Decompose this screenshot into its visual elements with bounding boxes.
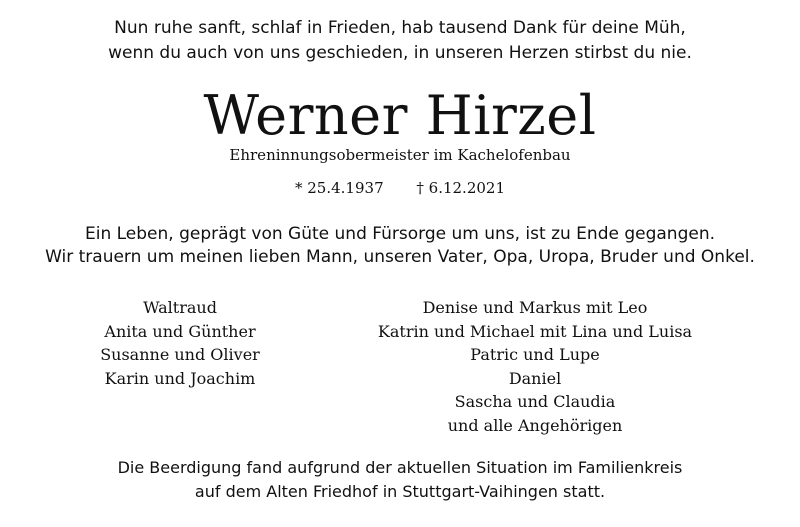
mourner-entry: Anita und Günther [104,321,256,341]
funeral-info-line-2: auf dem Alten Friedhof in Stuttgart-Vaihingen statt. [194,482,606,501]
mourners-right-column [345,296,725,437]
tribute-line-1: Ein Leben, geprägt von Güte und Fürsorge um uns, ist zu Ende gegangen. [84,224,716,244]
birth-date: * 25.4.1937 [295,179,384,197]
tribute-line-2: Wir trauern um meinen lieben Mann, unseren Vater, Opa, Uropa, Bruder und Onkel. [45,247,755,267]
mourner-entry: Daniel [508,368,562,388]
mourner-entry: Karin und Joachim [104,368,256,388]
death-date: † 6.12.2021 [416,179,505,197]
motto-line-2: wenn du auch von uns geschieden, in unseren Herzen stirbst du nie. [108,43,692,63]
motto-line-1: Nun ruhe sanft, schlaf in Frieden, hab tausend Dank für deine Müh, [114,18,686,38]
mourner-entry: Sascha und Claudia [454,392,616,411]
funeral-info-line-1: Die Beerdigung fand aufgrund der aktuellen Situation im Familienkreis [117,458,683,477]
mourner-entry: Susanne und Oliver [100,345,260,364]
deceased-name: Werner Hirzel [203,84,597,147]
life-dates [0,178,800,198]
mourner-entry: Katrin und Michael mit Lina und Luisa [377,321,693,341]
deceased-title: Ehreninnungsobermeister im Kachelofenbau [229,146,571,164]
mourner-entry: und alle Angehörigen [447,415,623,435]
mourners-left-column [70,296,290,390]
mourner-entry: Waltraud [143,298,217,317]
mourner-entry: Patric und Lupe [470,345,600,364]
mourner-entry: Denise und Markus mit Leo [422,298,648,317]
